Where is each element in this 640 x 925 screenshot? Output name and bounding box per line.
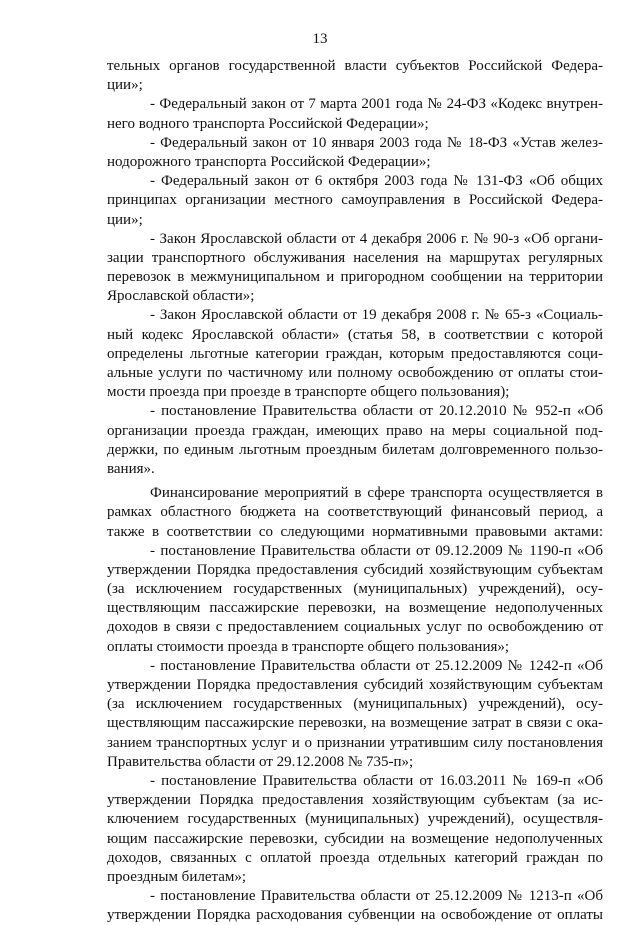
text-line: - Закон Ярославской области от 4 декабря 2006 г. № 90-з «Об органи- [150, 230, 603, 247]
text-line: зации транспортного обслуживания населения на маршрутах регулярных [107, 249, 603, 266]
text-line: - Закон Ярославской области от 19 декабря 2008 г. № 65-з «Социаль- [150, 307, 603, 324]
text-line: (за исключением государственных (муниципальных) учреждений), осу- [107, 696, 603, 713]
text-line: Правительства области от 29.12.2008 № 735-п»; [107, 753, 414, 770]
text-line: него водного транспорта Российской Федерации»; [107, 115, 429, 132]
text-line: ции»; [107, 211, 143, 228]
text-line: - Федеральный закон от 6 октября 2003 года № 131-ФЗ «Об общих [150, 173, 603, 190]
text-line: - постановление Правительства области от 25.12.2009 № 1213-п «Об [150, 888, 603, 905]
text-line: утверждении Порядка расходования субвенции на освобождение от оплаты [107, 907, 603, 924]
text-line: ключением государственных (муниципальных) учреждений), осуществля- [107, 811, 603, 828]
text-line: организации проезда граждан, имеющих право на меры социальной под- [107, 422, 603, 439]
text-line: вания». [107, 460, 155, 477]
text-line: ществляющим пассажирские перевозки, на возмещение затрат в связи с ока- [107, 715, 603, 732]
text-line: утверждении Порядка предоставления субсидий хозяйствующим субъектам [107, 561, 603, 578]
text-line: Финансирование мероприятий в сфере транспорта осуществляется в [150, 485, 603, 502]
text-line: - Федеральный закон от 7 марта 2001 года № 24-ФЗ «Кодекс внутрен- [150, 96, 603, 113]
text-line: держки, по единым льготным проездным билетам долговременного пользо- [107, 441, 603, 458]
document-body [107, 57, 603, 925]
text-line: - постановление Правительства области от 25.12.2009 № 1242-п «Об [150, 657, 603, 674]
text-line: - постановление Правительства области от 09.12.2009 № 1190-п «Об [150, 542, 603, 559]
text-line: тельных органов государственной власти субъектов Российской Федера- [107, 58, 603, 74]
text-line: утверждении Порядка предоставления субсидий хозяйствующим субъектам [107, 677, 603, 693]
text-line: утверждении Порядка предоставления хозяйствующим субъектам (за ис- [107, 792, 603, 809]
text-line: - Федеральный закон от 10 января 2003 года № 18-ФЗ «Устав желез- [150, 134, 603, 151]
text-line: мости проезда при проезде в транспорте общего пользования); [107, 384, 510, 401]
text-line: ный кодекс Ярославской области» (статья 58, в соответствии с которой [107, 326, 603, 343]
text-line: альные услуги по частичному или полному освобождению от оплаты стои- [107, 365, 603, 381]
text-line: ществляющим пассажирские перевозки, на возмещение недополученных [107, 600, 603, 617]
text-line: принципах организации местного самоуправления в Российской Федера- [107, 192, 603, 209]
text-line: - постановление Правительства области от 16.03.2011 № 169-п «Об [150, 772, 603, 789]
text-line: Ярославской области»; [107, 288, 255, 305]
text-line: (за исключением государственных (муниципальных) учреждений), осу- [107, 581, 603, 598]
text-line: нодорожного транспорта Российской Федерации»; [107, 153, 431, 170]
text-line: проездным билетам»; [107, 868, 247, 885]
page-number: 13 [312, 31, 328, 47]
text-line: занием транспортных услуг и о признании утратившим силу постановления [107, 734, 603, 751]
text-line: доходов в связи с предоставлением социальных услуг по освобождению от [107, 619, 603, 636]
text-line: перевозок в межмуниципальном и пригородном сообщении на территории [107, 269, 603, 286]
text-line: оплаты стоимости проезда в транспорте общего пользования»; [107, 638, 510, 655]
text-line: ции»; [107, 77, 143, 94]
text-line: доходов, связанных с оплатой проезда отдельных категорий граждан по [107, 849, 603, 866]
text-line: определены льготные категории граждан, которым предоставляются соци- [107, 345, 603, 362]
text-line: - постановление Правительства области от 20.12.2010 № 952-п «Об [150, 403, 603, 420]
text-line: ющим пассажирские перевозки, субсидии на возмещение недополученных [107, 830, 603, 847]
text-line: рамках областного бюджета на соответствующий финансовый период, а [107, 504, 603, 521]
text-line: также в соответствии со следующими нормативными правовыми актами: [107, 523, 603, 540]
